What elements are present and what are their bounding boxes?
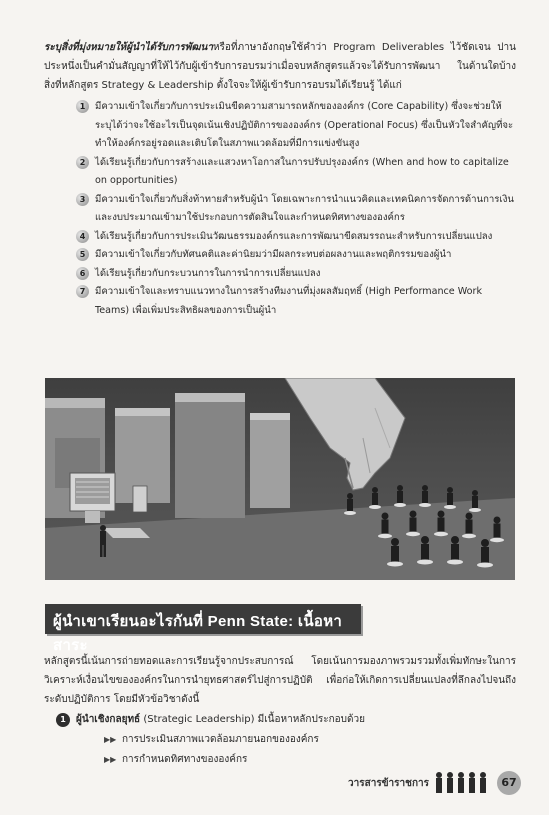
goal-text: มีความเข้าใจเกี่ยวกับการประเมินขีดความสามารถหลักขององค์กร (Core Capability) ซึ่งจะช่วยให้ระบุได้ว่าจะใช้อะไรเป็นจุดเน้นเชิงปฏิบัติการขององค์กร (Operational Focus) ซึ่งเป็นหัวใจสำคัญที่จะทำให้องค์กรอยู่รอดและเติบโตในสภาพแวดล้อมที่มีการแข่งขันสูง: [95, 101, 514, 149]
goal-number: 1: [76, 100, 89, 113]
goal-number: 4: [76, 230, 89, 243]
bullet-item: [104, 730, 319, 750]
section-title: ผู้นำเขาเรียนอะไรกันที่ Penn State: เนื้อหาสาระ: [53, 613, 343, 654]
goal-item: [76, 154, 516, 191]
goal-number: 5: [76, 248, 89, 261]
goal-number: 7: [76, 285, 89, 298]
goal-item: [76, 228, 516, 247]
subsection-number: 1: [56, 713, 70, 727]
intro-text: หรือที่ภาษาอังกฤษใช้คำว่า Program Deliverables ไว้ชัดเจน ปานประหนึ่งเป็นคำมั่นสัญญาที่ให้ไว้กับผู้เข้ารับการอบรมว่าเมื่อจบหลักสูตรแล้วจะได้รับการพัฒนา ในด้านใดบ้าง สิ่งที่หลักสูตร Strategy & Leadership ตั้งใจจะให้ผู้เข้ารับการอบรมได้เรียนรู้ ได้แก่: [44, 42, 516, 91]
subsection-rest: (Strategic Leadership) มีเนื้อหาหลักประกอบด้วย: [143, 714, 365, 725]
goal-number: 2: [76, 156, 89, 169]
goal-item: [76, 265, 516, 284]
subsection-title: ผู้นำเชิงกลยุทธ์: [76, 714, 141, 725]
bullet-item: [104, 750, 319, 770]
bullet-text: การประเมินสภาพแวดล้อมภายนอกขององค์กร: [122, 734, 319, 745]
goal-item: [76, 283, 516, 320]
goal-text: มีความเข้าใจเกี่ยวกับสิ่งท้าทายสำหรับผู้นำ โดยเฉพาะการนำแนวคิดและเทคนิคการจัดการด้านการเงินและงบประมาณเข้ามาใช้ประกอบการตัดสินใจและกำหนดทิศทางขององค์กร: [95, 193, 514, 223]
people-group-icon: [433, 771, 495, 795]
maze-illustration: [45, 378, 515, 580]
goal-text: มีความเข้าใจและทราบแนวทางในการสร้างทีมงานที่มุ่งผลสัมฤทธิ์ (High Performance Work Teams) เพื่อเพิ่มประสิทธิผลของการเป็นผู้นำ: [95, 286, 483, 316]
goal-text: มีความเข้าใจเกี่ยวกับทัศนคติและค่านิยมว่ามีผลกระทบต่อผลงานและพฤติกรรมของผู้นำ: [95, 249, 452, 260]
section-paragraph-text: หลักสูตรนี้เน้นการถ่ายทอดและการเรียนรู้จากประสบการณ์ โดยเน้นการมองภาพรวมรวมทั้งเพิ่มทักษะในการวิเคราะห์เงื่อนไขขององค์กรในการนำยุทธศาสตร์ไปสู่การปฏิบัติ เพื่อก่อให้เกิดการเปลี่ยนแปลงที่ลึกลงไปจนถึงระดับปฏิบัติการ โดยมีหัวข้อวิชาดังนี้: [44, 656, 516, 705]
journal-name: วารสารข้าราชการ: [348, 778, 429, 789]
section-paragraph: [44, 652, 516, 709]
section-banner: [45, 604, 361, 654]
maze-chess-image: [45, 378, 515, 580]
goal-item: [76, 191, 516, 228]
double-arrow-icon: ▶▶: [104, 755, 117, 764]
goal-text: ได้เรียนรู้เกี่ยวกับกระบวนการในการนำการเปลี่ยนแปลง: [95, 267, 321, 279]
bullet-text: การกำหนดทิศทางขององค์กร: [122, 754, 248, 765]
double-arrow-icon: ▶▶: [104, 735, 117, 744]
subsection-heading: [56, 711, 365, 729]
goal-number: 6: [76, 267, 89, 280]
goal-number: 3: [76, 193, 89, 206]
goal-text: ได้เรียนรู้เกี่ยวกับการประเมินวัฒนธรรมองค์กรและการพัฒนาขีดสมรรถนะสำหรับการเปลี่ยนแปลง: [95, 230, 493, 242]
bullet-list: [104, 730, 319, 770]
goal-item: [76, 246, 516, 265]
page-number: 67: [497, 771, 521, 795]
hand-figure: [285, 378, 405, 490]
intro-lead: ระบุสิ่งที่มุ่งหมายให้ผู้นำได้รับการพัฒนา: [44, 42, 213, 53]
goal-text: ได้เรียนรู้เกี่ยวกับการสร้างและแสวงหาโอกาสในการปรับปรุงองค์กร (When and how to capitalize on opportunities): [95, 156, 509, 186]
intro-paragraph: [44, 38, 516, 95]
goal-item: [76, 98, 516, 154]
page-footer: [321, 769, 521, 797]
goals-list: [76, 98, 516, 320]
